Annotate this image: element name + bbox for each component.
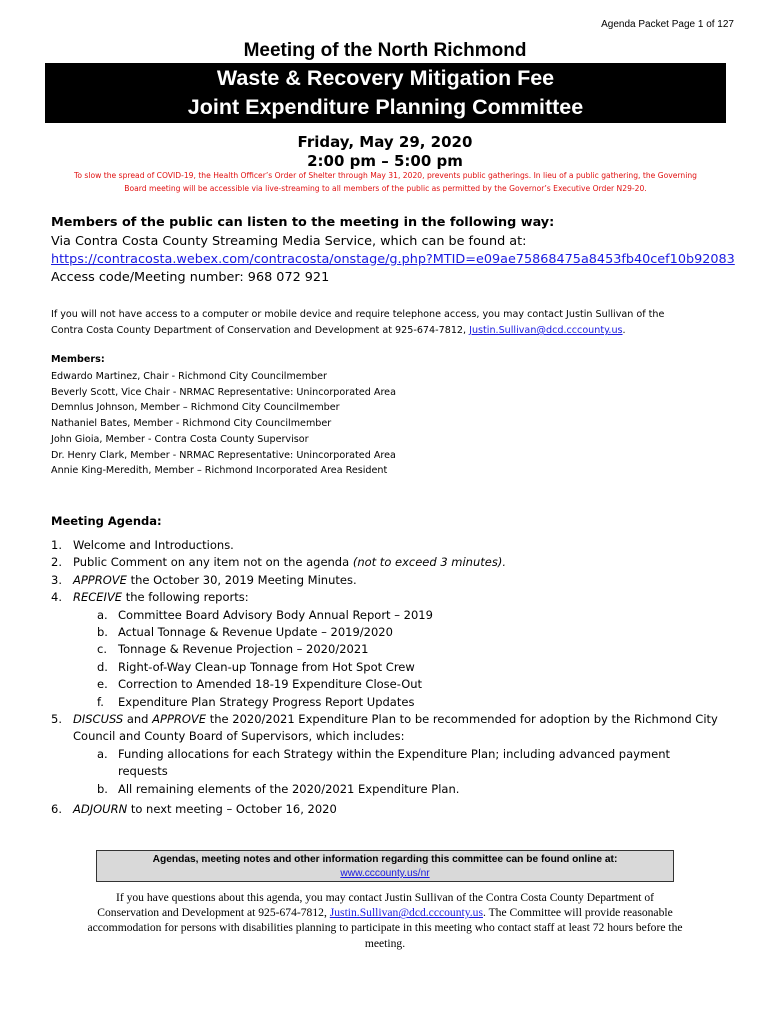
subitem-text: Actual Tonnage & Revenue Update – 2019/2020 — [118, 625, 393, 640]
member-item: Nathaniel Bates, Member - Richmond City Councilmember — [51, 418, 332, 430]
agenda-subitem — [51, 746, 741, 763]
member-item: Edwardo Martinez, Chair - Richmond City Councilmember — [51, 371, 327, 382]
phone-note-text: Contra Costa County Department of Conservation and Development at 925-674-7812, — [51, 325, 470, 336]
subitem-letter: a. — [97, 746, 108, 761]
banner-title-line1: Waste & Recovery Mitigation Fee — [216, 66, 555, 90]
member-item: Annie King-Meredith, Member – Richmond Incorporated Area Resident — [51, 465, 388, 477]
footer-line1: If you have questions about this agenda, you may contact Justin Sullivan of the Contra Costa County Department of — [115, 891, 655, 904]
agenda-item-note: (not to exceed 3 minutes). — [352, 555, 506, 570]
page-number-label: Agenda Packet Page 1 of 127 — [601, 19, 734, 30]
streaming-link[interactable]: https://contracosta.webex.com/contracosta/onstage/g.php?MTID=e09ae75868475a8453fb40cef10b92083 — [51, 252, 735, 267]
agenda-item — [51, 537, 741, 554]
agenda-heading: Meeting Agenda: — [51, 514, 162, 528]
agenda-item-text: Public Comment on any item not on the agenda — [73, 555, 353, 570]
agenda-action: APPROVE — [73, 572, 127, 587]
agenda-item-number: 5. — [51, 712, 62, 727]
agenda-item-number: 3. — [51, 572, 62, 587]
agenda-item-text: Welcome and Introductions. — [73, 538, 234, 552]
info-website-link[interactable]: www.cccounty.us/nr — [340, 868, 430, 879]
member-item: John Gioia, Member - Contra Costa County Supervisor — [51, 433, 309, 445]
agenda-subitem — [51, 641, 741, 658]
subitem-letter: a. — [97, 607, 108, 622]
agenda-item-number: 1. — [51, 538, 62, 552]
subitem-text: Expenditure Plan Strategy Progress Report Updates — [118, 694, 415, 709]
covid-notice-line1: To slow the spread of COVID-19, the Health Officer’s Order of Shelter through May 31, 2020, prevents public gatherings. In lieu of a public gathering, the Governing — [74, 171, 697, 180]
agenda-subitem — [51, 624, 741, 641]
subitem-text: Right-of-Way Clean-up Tonnage from Hot Spot Crew — [118, 659, 415, 674]
contact-email-link[interactable]: Justin.Sullivan@dcd.cccounty.us — [469, 325, 623, 336]
subitem-letter: b. — [97, 781, 108, 796]
subitem-letter: c. — [97, 642, 107, 657]
agenda-subitem — [51, 781, 741, 798]
phone-note-line1: If you will not have access to a computer or mobile device and require telephone access, you may contact Justin Sullivan of the — [51, 309, 665, 320]
agenda-subitem — [51, 607, 741, 624]
agenda-subitem — [51, 694, 741, 711]
public-access-heading: Members of the public can listen to the meeting in the following way: — [51, 215, 555, 230]
meeting-date: Friday, May 29, 2020 — [297, 133, 473, 151]
meeting-time: 2:00 pm – 5:00 pm — [307, 152, 463, 170]
subitem-letter: b. — [97, 625, 108, 640]
agenda-item-text: to next meeting – October 16, 2020 — [127, 802, 337, 817]
agenda-item — [51, 711, 741, 728]
banner-title-line2: Joint Expenditure Planning Committee — [187, 95, 584, 119]
footer-text: . The Committee will provide reasonable — [482, 906, 673, 920]
subitem-text: Funding allocations for each Strategy within the Expenditure Plan; including advanced payment — [118, 746, 670, 761]
subitem-letter: d. — [97, 659, 108, 674]
info-box-text: Agendas, meeting notes and other information regarding this committee can be found online at: — [152, 854, 618, 865]
agenda-item-text: the October 30, 2019 Meeting Minutes. — [126, 572, 357, 587]
page-title: Meeting of the North Richmond — [243, 40, 527, 61]
agenda-item — [51, 572, 741, 589]
subitem-letter: f. — [97, 694, 104, 709]
phone-access-note — [51, 307, 731, 339]
subitem-text: Correction to Amended 18-19 Expenditure Close-Out — [118, 677, 423, 692]
member-item: Demnlus Johnson, Member – Richmond City Councilmember — [51, 402, 340, 414]
subitem-text: All remaining elements of the 2020/2021 Expenditure Plan. — [118, 781, 460, 796]
subitem-text: Tonnage & Revenue Projection – 2020/2021 — [118, 642, 369, 657]
covid-notice-line2: Board meeting will be accessible via live-streaming to all members of the public as permitted by the Governor’s Executive Order N29-20. — [124, 183, 647, 193]
subitem-text: Committee Board Advisory Body Annual Report – 2019 — [118, 607, 433, 622]
agenda-item-text: the following reports: — [122, 590, 249, 605]
agenda-item-text: and — [123, 712, 153, 727]
agenda-subitem-continuation: requests — [118, 764, 168, 779]
agenda-list — [51, 537, 741, 819]
members-heading: Members: — [51, 354, 105, 365]
member-item: Dr. Henry Clark, Member - NRMAC Representative: Unincorporated Area — [51, 449, 396, 461]
footer-line3: accommodation for persons with disabilities planning to participate in this meeting who contact staff at least 72 hours before the — [87, 921, 683, 935]
agenda-action: DISCUSS — [73, 712, 124, 727]
covid-notice — [45, 170, 726, 195]
member-item: Beverly Scott, Vice Chair - NRMAC Representative: Unincorporated Area — [51, 386, 396, 398]
phone-note-period: . — [622, 325, 626, 336]
agenda-item-number: 4. — [51, 590, 62, 605]
agenda-item — [51, 801, 741, 818]
meeting-datetime — [0, 133, 770, 171]
footer-text: Conservation and Development at 925-674-7812, — [97, 906, 330, 920]
agenda-item — [51, 554, 741, 571]
agenda-item-number: 2. — [51, 555, 62, 570]
phone-note-line2 — [51, 323, 731, 339]
agenda-action: RECEIVE — [73, 590, 123, 605]
agenda-subitem — [51, 676, 741, 693]
agenda-item-continuation: Council and County Board of Supervisors, which includes: — [73, 729, 405, 744]
agenda-item — [51, 589, 741, 606]
footer-email-link[interactable]: Justin.Sullivan@dcd.cccounty.us — [329, 906, 483, 920]
members-list — [51, 369, 396, 479]
agenda-item-number: 6. — [51, 802, 62, 817]
footer-line4: meeting. — [364, 936, 406, 950]
title-banner — [45, 63, 726, 123]
footer-line2 — [48, 905, 722, 920]
agenda-item-text: the 2020/2021 Expenditure Plan to be recommended for adoption by the Richmond City — [206, 712, 718, 727]
info-box — [96, 850, 674, 882]
access-code: Access code/Meeting number: 968 072 921 — [51, 270, 330, 285]
footer-note — [48, 890, 722, 951]
agenda-action: APPROVE — [152, 712, 207, 727]
subitem-letter: e. — [97, 677, 108, 692]
streaming-description: Via Contra Costa County Streaming Media Service, which can be found at: — [51, 234, 527, 249]
agenda-subitem — [51, 659, 741, 676]
agenda-action: ADJOURN — [73, 802, 128, 817]
streaming-url-container — [51, 251, 735, 269]
